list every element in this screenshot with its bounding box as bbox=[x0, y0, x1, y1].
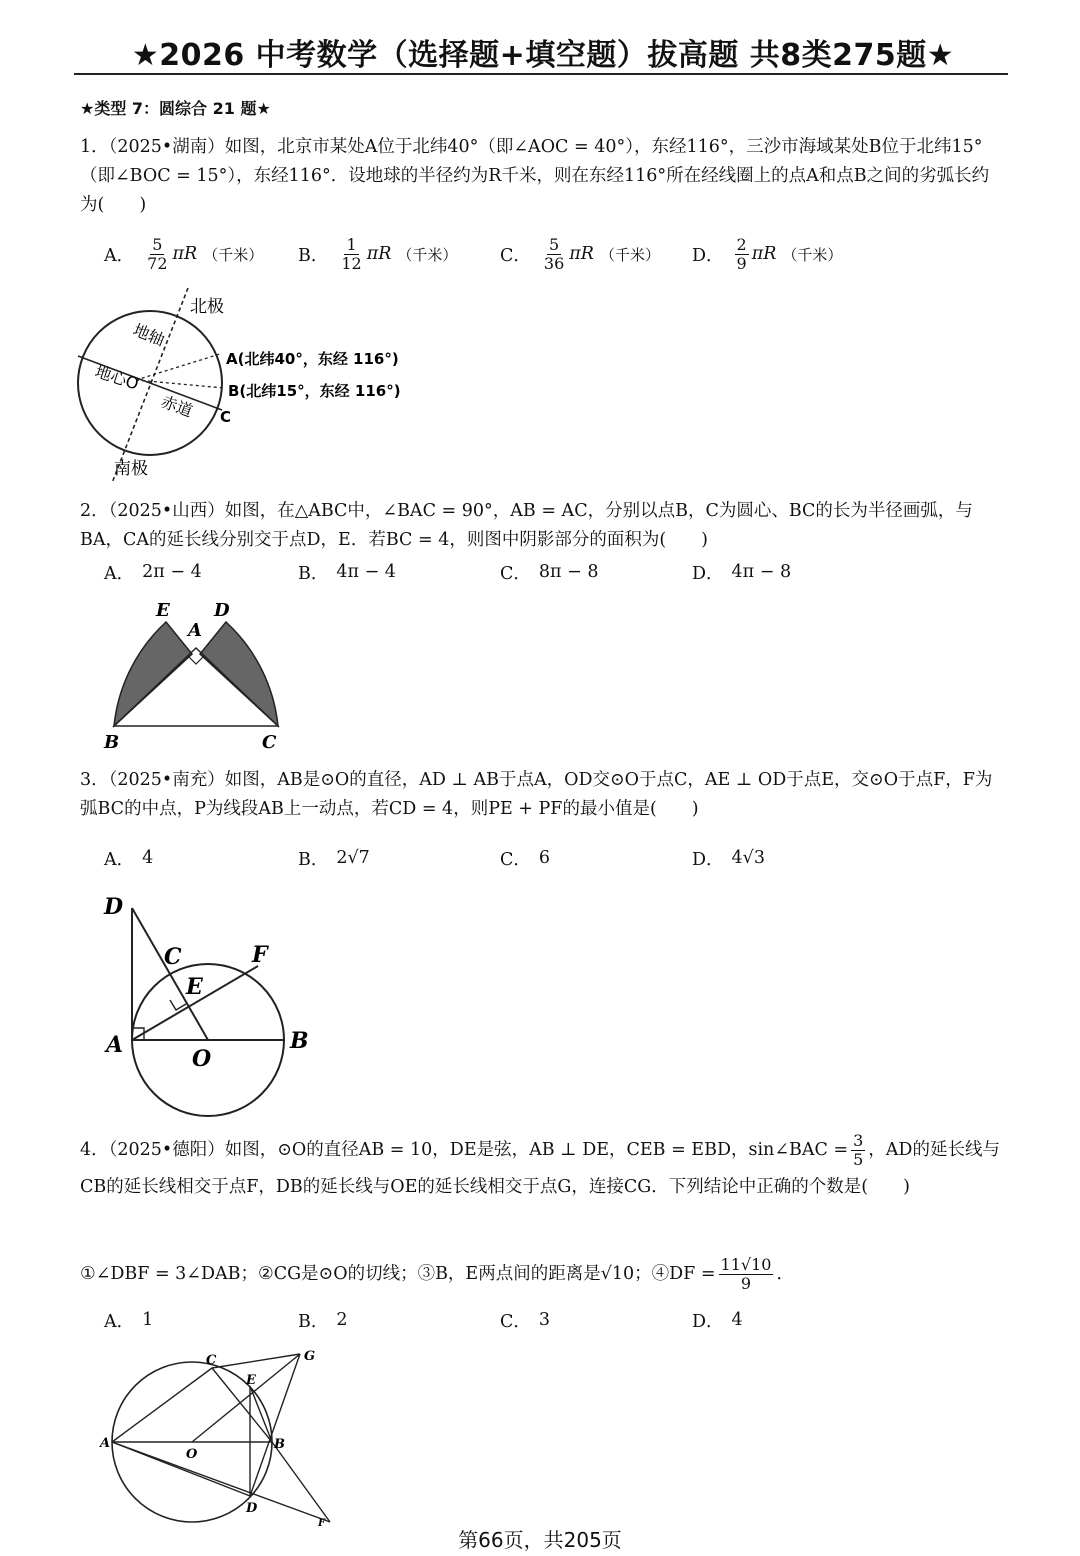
page-header-title: ★2026 中考数学（选择题+填空题）拔高题 共8类275题★ bbox=[131, 38, 955, 73]
label-d: D bbox=[214, 600, 230, 621]
fraction-denominator: 36 bbox=[543, 253, 565, 273]
equator-label: 赤道 bbox=[158, 391, 196, 421]
option-label: B． bbox=[298, 1311, 329, 1332]
label-f: F bbox=[318, 1518, 326, 1529]
point-a-label: A(北纬40°，东经 116°) bbox=[226, 350, 399, 368]
fraction-numerator: 2 bbox=[736, 234, 747, 254]
option-label: B． bbox=[298, 563, 329, 584]
q4-figure bbox=[100, 1346, 340, 1529]
q4-option-b[interactable] bbox=[298, 1300, 348, 1340]
q2-figure bbox=[100, 596, 300, 756]
q3-figure bbox=[100, 890, 330, 1120]
fraction-denominator: 12 bbox=[341, 253, 362, 273]
point-c-label: C bbox=[220, 408, 232, 426]
question-1-text: 1．（2025•湖南）如图，北京市某处A位于北纬40°（即∠AOC = 40°），东经116°，三沙市海域某处B位于北纬15°（即∠BOC = 15°），东经116°．设地球的半径约为R千米，则在东经116°所在经线圈上的点A和点B之间的劣弧长约为( ) bbox=[80, 137, 990, 215]
q4-statements-part-1: ①∠DBF = 3∠DAB；②CG是⊙O的切线；③B，E两点间的距离是√10；④DF = bbox=[80, 1264, 716, 1284]
label-c: C bbox=[164, 944, 182, 970]
question-4-options bbox=[104, 1300, 1004, 1340]
option-value: 4 bbox=[731, 1310, 743, 1330]
q2-option-c[interactable] bbox=[500, 552, 598, 592]
option-label: B． bbox=[298, 245, 329, 266]
earth-axis-label: 地轴 bbox=[130, 320, 168, 350]
question-2-text: 2．（2025•山西）如图，在△ABC中，∠BAC = 90°，AB = AC，分别以点B，C为圆心、BC的长为半径画弧，与BA，CA的延长线分别交于点D，E．若BC = 4，则图中阴影部分的面积为( ) bbox=[80, 501, 973, 550]
q4-option-c[interactable] bbox=[500, 1300, 550, 1340]
option-label: D． bbox=[692, 245, 724, 266]
option-value: 4√3 bbox=[731, 848, 765, 868]
label-b: B bbox=[104, 732, 120, 753]
label-b: B bbox=[274, 1437, 285, 1452]
q1-option-c[interactable] bbox=[500, 234, 660, 274]
fraction-numerator: 1 bbox=[346, 234, 357, 254]
label-g: G bbox=[304, 1349, 316, 1364]
label-b: B bbox=[290, 1028, 309, 1054]
label-c: C bbox=[206, 1353, 217, 1368]
option-fraction bbox=[145, 236, 169, 273]
q4-option-d[interactable] bbox=[692, 1300, 743, 1340]
option-label: A． bbox=[104, 1311, 135, 1332]
label-a: A bbox=[100, 1436, 111, 1451]
segment-ac bbox=[112, 1368, 212, 1442]
segment-eb bbox=[250, 1386, 272, 1442]
option-fraction bbox=[339, 236, 363, 273]
q1-earth-figure bbox=[70, 288, 430, 488]
option-unit: （千米） bbox=[203, 245, 264, 264]
q3-option-b[interactable] bbox=[298, 838, 370, 878]
question-4-statements bbox=[80, 1254, 1000, 1294]
south-pole-label: 南极 bbox=[114, 459, 148, 479]
oa-line bbox=[136, 354, 220, 380]
q1-option-a[interactable] bbox=[104, 234, 263, 274]
q4-option-a[interactable] bbox=[104, 1300, 153, 1340]
q3-option-d[interactable] bbox=[692, 838, 765, 878]
question-2-options bbox=[104, 552, 1004, 592]
q4-statements-part-2: ． bbox=[776, 1264, 794, 1284]
fraction-numerator: 5 bbox=[152, 234, 163, 254]
label-f: F bbox=[252, 942, 268, 968]
question-4-text bbox=[80, 1132, 1000, 1205]
option-unit: （千米） bbox=[599, 245, 660, 264]
q3-option-c[interactable] bbox=[500, 838, 550, 878]
option-value: 4π − 8 bbox=[731, 562, 792, 582]
option-fraction bbox=[735, 236, 749, 273]
option-label: A． bbox=[104, 245, 135, 266]
segment-bf bbox=[272, 1442, 330, 1522]
segment-cg bbox=[212, 1354, 300, 1368]
fraction-denominator: 9 bbox=[736, 253, 747, 273]
q2-option-a[interactable] bbox=[104, 552, 202, 592]
option-label: C． bbox=[500, 563, 531, 584]
label-e: E bbox=[186, 974, 203, 1000]
option-unit: （千米） bbox=[397, 245, 458, 264]
segment-af bbox=[112, 1442, 330, 1522]
shaded-region-right bbox=[200, 622, 278, 726]
label-a: A bbox=[106, 1032, 124, 1058]
label-c: C bbox=[262, 732, 277, 753]
q3-option-a[interactable] bbox=[104, 838, 153, 878]
fraction-numerator: 5 bbox=[548, 234, 560, 254]
north-pole-label: 北极 bbox=[190, 297, 224, 317]
q4-text-part-2: ，AD的延长线与CB的延长线相交于点F，DB的延长线与OE的延长线相交于点G，连接CG．下列结论中正确的个数是( ) bbox=[80, 1140, 1000, 1197]
question-3-text: 3．（2025•南充）如图，AB是⊙O的直径，AD ⊥ AB于点A，OD交⊙O于点C，AE ⊥ OD于点E，交⊙O于点F，F为弧BC的中点，P为线段AB上一动点，若CD = 4，则PE + PF的最小值是( ) bbox=[80, 770, 993, 819]
fraction-numerator: 3 bbox=[853, 1131, 864, 1150]
option-value: 4 bbox=[142, 848, 154, 868]
option-value: 2 bbox=[336, 1310, 348, 1330]
option-value: 8π − 8 bbox=[538, 562, 599, 582]
q2-option-b[interactable] bbox=[298, 552, 396, 592]
option-value: 2√7 bbox=[336, 848, 370, 868]
label-a: A bbox=[188, 620, 202, 641]
option-label: B． bbox=[298, 849, 329, 870]
option-expression: πR bbox=[751, 244, 777, 264]
header-divider bbox=[74, 73, 1008, 75]
page-footer: 第66页，共205页 bbox=[458, 1528, 622, 1552]
option-label: C． bbox=[500, 1311, 531, 1332]
q1-option-d[interactable] bbox=[692, 234, 842, 274]
option-label: D． bbox=[692, 563, 724, 584]
q4-text-part-1: 4．（2025•德阳）如图，⊙O的直径AB = 10，DE是弦，AB ⊥ DE，CEB = EBD，sin∠BAC = bbox=[80, 1140, 849, 1160]
label-o: O bbox=[186, 1447, 198, 1462]
label-d: D bbox=[104, 894, 124, 920]
option-expression: πR bbox=[172, 244, 198, 264]
option-value: 3 bbox=[538, 1310, 551, 1330]
question-1-options bbox=[104, 234, 1004, 274]
fraction-denominator: 9 bbox=[740, 1274, 752, 1293]
shaded-region-left bbox=[114, 622, 192, 726]
option-fraction bbox=[542, 236, 566, 273]
option-expression: πR bbox=[569, 244, 594, 264]
fraction-denominator: 5 bbox=[853, 1150, 864, 1169]
label-d: D bbox=[246, 1501, 258, 1516]
question-3-options bbox=[104, 838, 1004, 878]
right-angle-e bbox=[170, 1000, 186, 1010]
earth-center-label: 地心O bbox=[92, 361, 142, 394]
label-e: E bbox=[156, 600, 170, 621]
option-label: C． bbox=[500, 849, 531, 870]
option-value: 6 bbox=[538, 848, 551, 868]
q2-option-d[interactable] bbox=[692, 552, 791, 592]
point-b-label: B(北纬15°，东经 116°) bbox=[228, 382, 401, 400]
option-expression: πR bbox=[366, 244, 392, 264]
q1-option-b[interactable] bbox=[298, 234, 457, 274]
option-value: 2π − 4 bbox=[142, 562, 202, 582]
fraction-numerator: 11√10 bbox=[720, 1255, 772, 1274]
option-label: A． bbox=[104, 563, 135, 584]
sin-fraction bbox=[851, 1132, 865, 1169]
df-fraction bbox=[719, 1256, 774, 1293]
option-label: D． bbox=[692, 1311, 724, 1332]
label-e: E bbox=[246, 1373, 256, 1388]
right-angle-mark bbox=[188, 656, 204, 664]
option-label: C． bbox=[500, 245, 531, 266]
option-value: 4π − 4 bbox=[336, 562, 396, 582]
option-value: 1 bbox=[142, 1310, 154, 1330]
option-label: A． bbox=[104, 849, 135, 870]
label-o: O bbox=[192, 1046, 212, 1072]
option-unit: （千米） bbox=[782, 245, 843, 264]
option-label: D． bbox=[692, 849, 724, 870]
section-title: ★类型 7：圆综合 21 题★ bbox=[80, 99, 271, 118]
fraction-denominator: 72 bbox=[147, 253, 168, 273]
